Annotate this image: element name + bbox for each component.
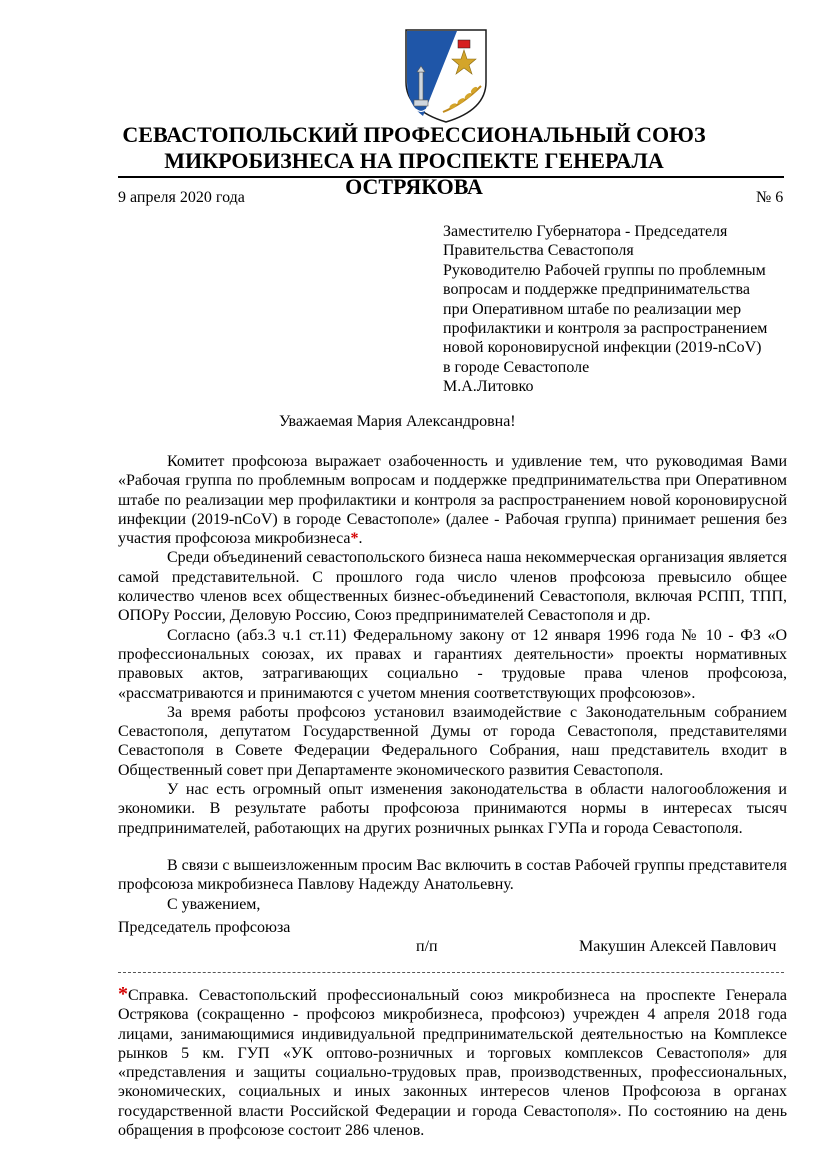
letterhead-title-line-2: МИКРОБИЗНЕСА НА ПРОСПЕКТЕ ГЕНЕРАЛА ОСТРЯКОВА <box>164 148 664 199</box>
signature-mark: п/п <box>416 938 438 955</box>
addressee-line: профилактики и контроля за распространением <box>443 320 768 338</box>
body-paragraph-3: Согласно (абз.3 ч.1 ст.11) Федеральному закону от 12 января 1996 года № 10 - ФЗ «О профессиональных союзах, их правах и гарантиях деятельности» проекты нормативных правовых актов, затрагивающих социально - трудовые права членов профсоюза, «рассматриваются и принимаются с учетом мнения соответствующих профсоюзов». <box>118 626 787 702</box>
sevastopol-coat-of-arms-icon <box>403 26 489 124</box>
addressee-line: вопросам и поддержке предпринимательства <box>443 281 750 299</box>
addressee-name: М.А.Литовко <box>443 378 534 396</box>
body-paragraph-5: У нас есть огромный опыт изменения законодательства в области налогообложения и экономики. В результате работы профсоюза принимаются нормы в интересах тысяч предпринимателей, работающих на других розничных рынках ГУПа и города Севастополя. <box>118 781 787 837</box>
body-paragraph-1-text: Комитет профсоюза выражает озабоченность и удивление тем, что руководимая Вами «Рабочая группа по проблемным вопросам и поддержке предпринимательства при Оперативном штабе по реализации мер профилактики и контроля за распространением новой короновирусной инфекции (2019-nCoV) в городе Севастополе» (далее - Рабочая группа) принимает решения без участия профсоюза микробизнеса <box>118 453 787 548</box>
body-paragraph-4: За время работы профсоюз установил взаимодействие с Законодательным собранием Севастополя, депутатом Государственной Думы от города Севастополя, представителями Севастополя в Совете Федерации Федерального Собрания, наш представитель входит в Общественный совет при Департаменте экономического развития Севастополя. <box>118 703 787 779</box>
footnote-asterisk: * <box>350 530 359 548</box>
addressee-block <box>443 222 793 397</box>
addressee-line: при Оперативном штабе по реализации мер <box>443 300 742 318</box>
letterhead-divider <box>118 176 784 178</box>
letter-body <box>118 452 787 914</box>
body-paragraph-1-end: . <box>358 530 363 548</box>
signatory-title: Председатель профсоюза <box>118 919 291 936</box>
addressee-line: новой короновирусной инфекции (2019-nCoV) <box>443 339 762 357</box>
letter-number: № 6 <box>756 189 784 206</box>
addressee-line: Правительства Севастополя <box>443 242 634 260</box>
body-paragraph-1 <box>118 452 787 548</box>
addressee-line: в городе Севастополе <box>443 358 590 376</box>
footnote-text: Справка. Севастопольский профессиональный союз микробизнеса на проспекте Генерала Острякова (сокращенно - профсоюз микробизнеса, профсоюз) учрежден 4 апреля 2018 года лицами, занимающимися индивидуальной предпринимательской деятельностью на Комплексе рынков 5 км. ГУП «УК оптово-розничных и торговых комплексов Севастополя» для «представления и защиты социально-трудовых прав, производственных, профессиональных, экономических, социальных и иных законных интересов членов Профсоюза в органах государственной власти Российской Федерации и города Севастополя». По состоянию на день обращения в профсоюзе состоит 286 членов. <box>118 987 787 1140</box>
footnote <box>118 985 787 1140</box>
letter-date: 9 апреля 2020 года <box>118 189 245 206</box>
body-paragraph-request: В связи с вышеизложенным просим Вас включить в состав Рабочей группы представителя профсоюза микробизнеса Павлову Надежду Анатольевну. <box>118 856 787 894</box>
body-paragraph-2: Среди объединений севастопольского бизнеса наша некоммерческая организация является самой представительной. С прошлого года число членов профсоюза превысило общее количество членов всех общественных бизнес-объединений Севастополя, включая РСПП, ТПП, ОПОРу России, Деловую Россию, Союз предпринимателей Севастополя и др. <box>118 549 787 625</box>
closing-phrase: С уважением, <box>167 895 261 913</box>
footnote-asterisk: * <box>118 983 128 1005</box>
addressee-line: Заместителю Губернатора - Председателя <box>443 223 728 240</box>
addressee-line: Руководителю Рабочей группы по проблемным <box>443 261 766 279</box>
signatory-name: Макушин Алексей Павлович <box>579 938 777 955</box>
greeting: Уважаемая Мария Александровна! <box>279 413 516 430</box>
letterhead-title-line-1: СЕВАСТОПОЛЬСКИЙ ПРОФЕССИОНАЛЬНЫЙ СОЮЗ <box>122 122 706 147</box>
footnote-divider <box>118 972 784 973</box>
